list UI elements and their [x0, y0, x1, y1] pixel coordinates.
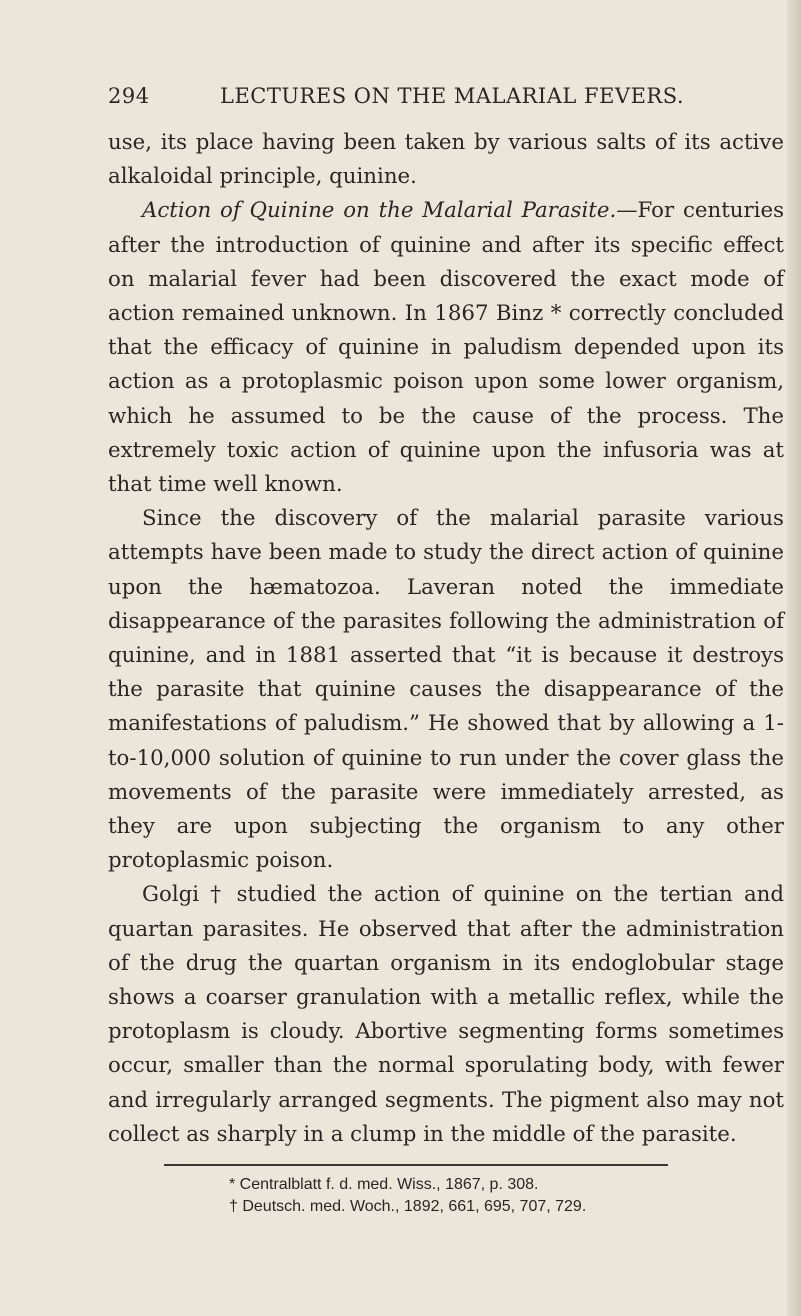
body-text	[108, 126, 784, 1152]
running-title: LECTURES ON THE MALARIAL FEVERS.	[220, 84, 685, 108]
footnotes	[108, 1174, 784, 1218]
paragraph-4: Golgi † studied the action of quinine on the tertian and quartan parasites. He observed that after the administration of the drug the quartan organism in its endoglobular stage shows a coarser granulation with a metallic reflex, while the protoplasm is cloudy. Abortive segmenting forms sometimes occur, smaller than the normal sporulating body, with fewer and irregularly arranged segments. The pigment also may not collect as sharply in a clump in the middle of the parasite.	[108, 882, 784, 1147]
paragraph-3: Since the discovery of the malarial parasite various attempts have been made to study the direct action of quinine upon the hæmatozoa. Laveran noted the immediate disappearance of the parasites following the administration of quinine, and in 1881 asserted that “it is because it destroys the parasite that quinine causes the disappearance of the manifestations of paludism.” He showed that by allowing a 1-to-10,000 solution of quinine to run under the cover glass the movements of the parasite were immediately arrested, as they are upon subjecting the organism to any other protoplasmic poison.	[108, 506, 784, 874]
running-header	[108, 84, 784, 108]
page-number: 294	[108, 84, 150, 108]
footnote-rule	[164, 1164, 668, 1166]
footnote-2: † Deutsch. med. Woch., 1892, 661, 695, 707, 729.	[229, 1198, 587, 1216]
paragraph-1: use, its place having been taken by various salts of its active alkaloidal principle, quinine.	[108, 130, 784, 190]
page-edge	[787, 0, 801, 1316]
book-page	[108, 84, 784, 1218]
paragraph-2	[108, 194, 784, 502]
section-title: Action of Quinine on the Malarial Parasite.	[142, 198, 617, 224]
paragraph-2-body: —For centuries after the introduction of quinine and after its specific effect on malarial fever had been discovered the exact mode of action remained unknown. In 1867 Binz * correctly concluded that the efficacy of quinine in paludism depended upon its action as a protoplasmic poison upon some lower organism, which he assumed to be the cause of the process. The extremely toxic action of quinine upon the infusoria was at that time well known.	[108, 198, 784, 498]
footnote-1: * Centralblatt f. d. med. Wiss., 1867, p. 308.	[229, 1176, 539, 1194]
